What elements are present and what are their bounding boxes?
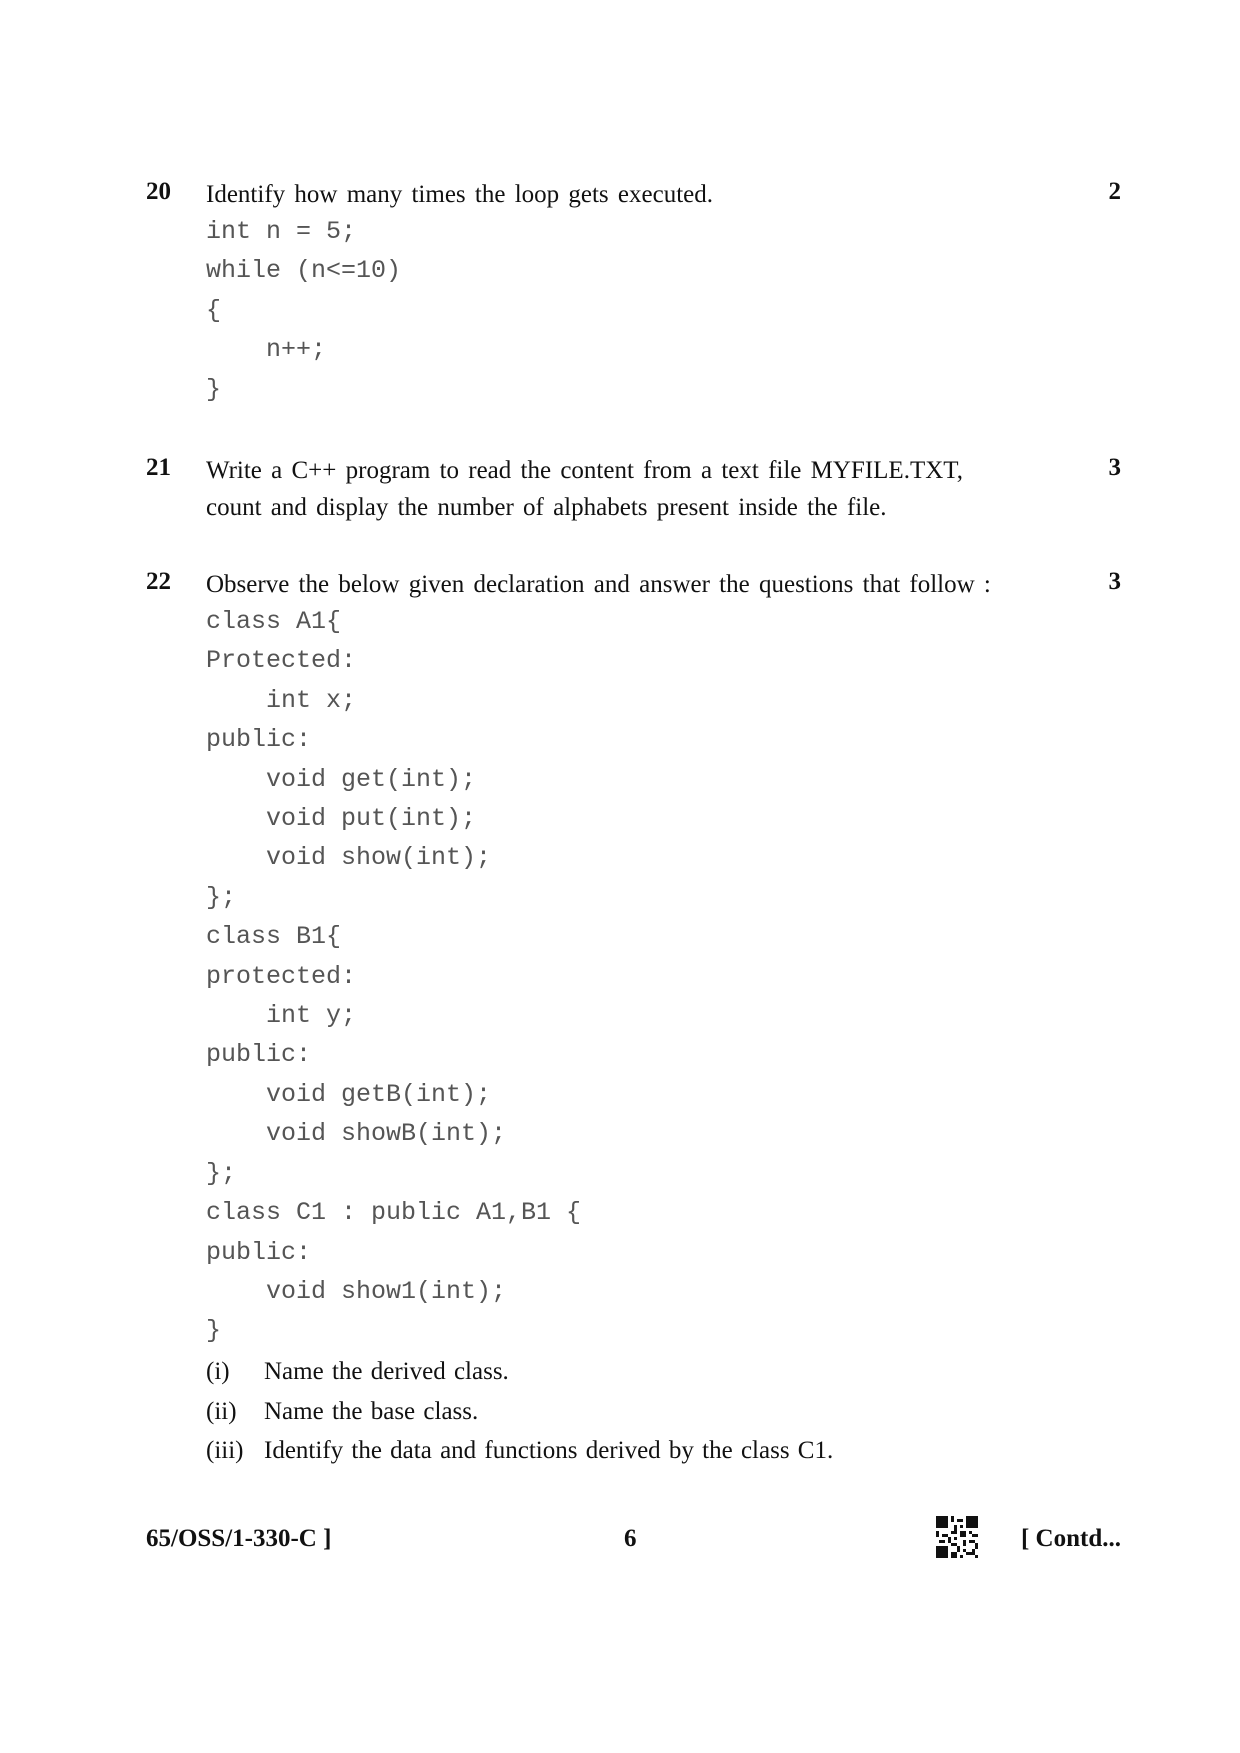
question-22 xyxy=(146,566,1121,1486)
question-21 xyxy=(146,452,1121,532)
code-line: class B1{ xyxy=(206,922,342,952)
subpart-label: (i) xyxy=(206,1358,230,1385)
code-block xyxy=(206,602,581,1351)
code-line: int x; xyxy=(206,685,357,715)
code-line: void show1(int); xyxy=(206,1276,507,1306)
subpart-text: Identify the data and functions derived by the class C1. xyxy=(264,1437,834,1464)
paper-code: 65/OSS/1-330-C ] xyxy=(146,1525,332,1552)
subpart-text: Name the base class. xyxy=(264,1397,479,1425)
code-line: while (n<=10) xyxy=(206,256,402,286)
code-line: int n = 5; xyxy=(206,217,357,246)
qr-code-icon xyxy=(936,1516,978,1558)
question-marks: 2 xyxy=(1108,178,1121,205)
question-text: Identify how many times the loop gets executed. xyxy=(206,181,713,208)
question-text: Observe the below given declaration and answer the questions that follow : xyxy=(206,571,991,598)
code-line: } xyxy=(206,374,222,404)
question-number: 21 xyxy=(146,454,171,481)
code-line: n++; xyxy=(206,335,327,365)
code-line: void show(int); xyxy=(206,843,492,873)
code-line: public: xyxy=(206,1040,312,1070)
code-line: class C1 : public A1,B1 { xyxy=(206,1198,582,1228)
code-line: protected: xyxy=(206,961,357,991)
question-marks: 3 xyxy=(1108,454,1121,481)
continued-marker: [ Contd... xyxy=(1020,1525,1121,1552)
code-block xyxy=(206,212,401,409)
question-20 xyxy=(146,176,1121,416)
code-line: void put(int); xyxy=(206,804,477,834)
subpart-text: Name the derived class. xyxy=(264,1358,509,1385)
code-line: public: xyxy=(206,725,312,755)
question-number: 22 xyxy=(146,568,171,595)
code-line: class A1{ xyxy=(206,607,342,636)
code-line: } xyxy=(206,1316,222,1346)
code-line: void get(int); xyxy=(206,764,477,794)
code-line: void showB(int); xyxy=(206,1119,507,1149)
page-footer xyxy=(146,1523,1121,1563)
page-number: 6 xyxy=(624,1525,637,1552)
question-marks: 3 xyxy=(1108,568,1121,595)
code-line: int y; xyxy=(206,1001,357,1031)
code-line: public: xyxy=(206,1237,312,1267)
subpart-label: (iii) xyxy=(206,1437,244,1464)
question-text: Write a C++ program to read the content from a text file MYFILE.TXT, count and display the number of alphabets present inside the file. xyxy=(206,457,963,521)
code-line: { xyxy=(206,295,222,325)
question-number: 20 xyxy=(146,178,171,205)
code-line: void getB(int); xyxy=(206,1079,492,1109)
code-line: }; xyxy=(206,882,237,912)
code-line: }; xyxy=(206,1158,237,1188)
subpart-label: (ii) xyxy=(206,1397,237,1425)
code-line: Protected: xyxy=(206,646,357,676)
